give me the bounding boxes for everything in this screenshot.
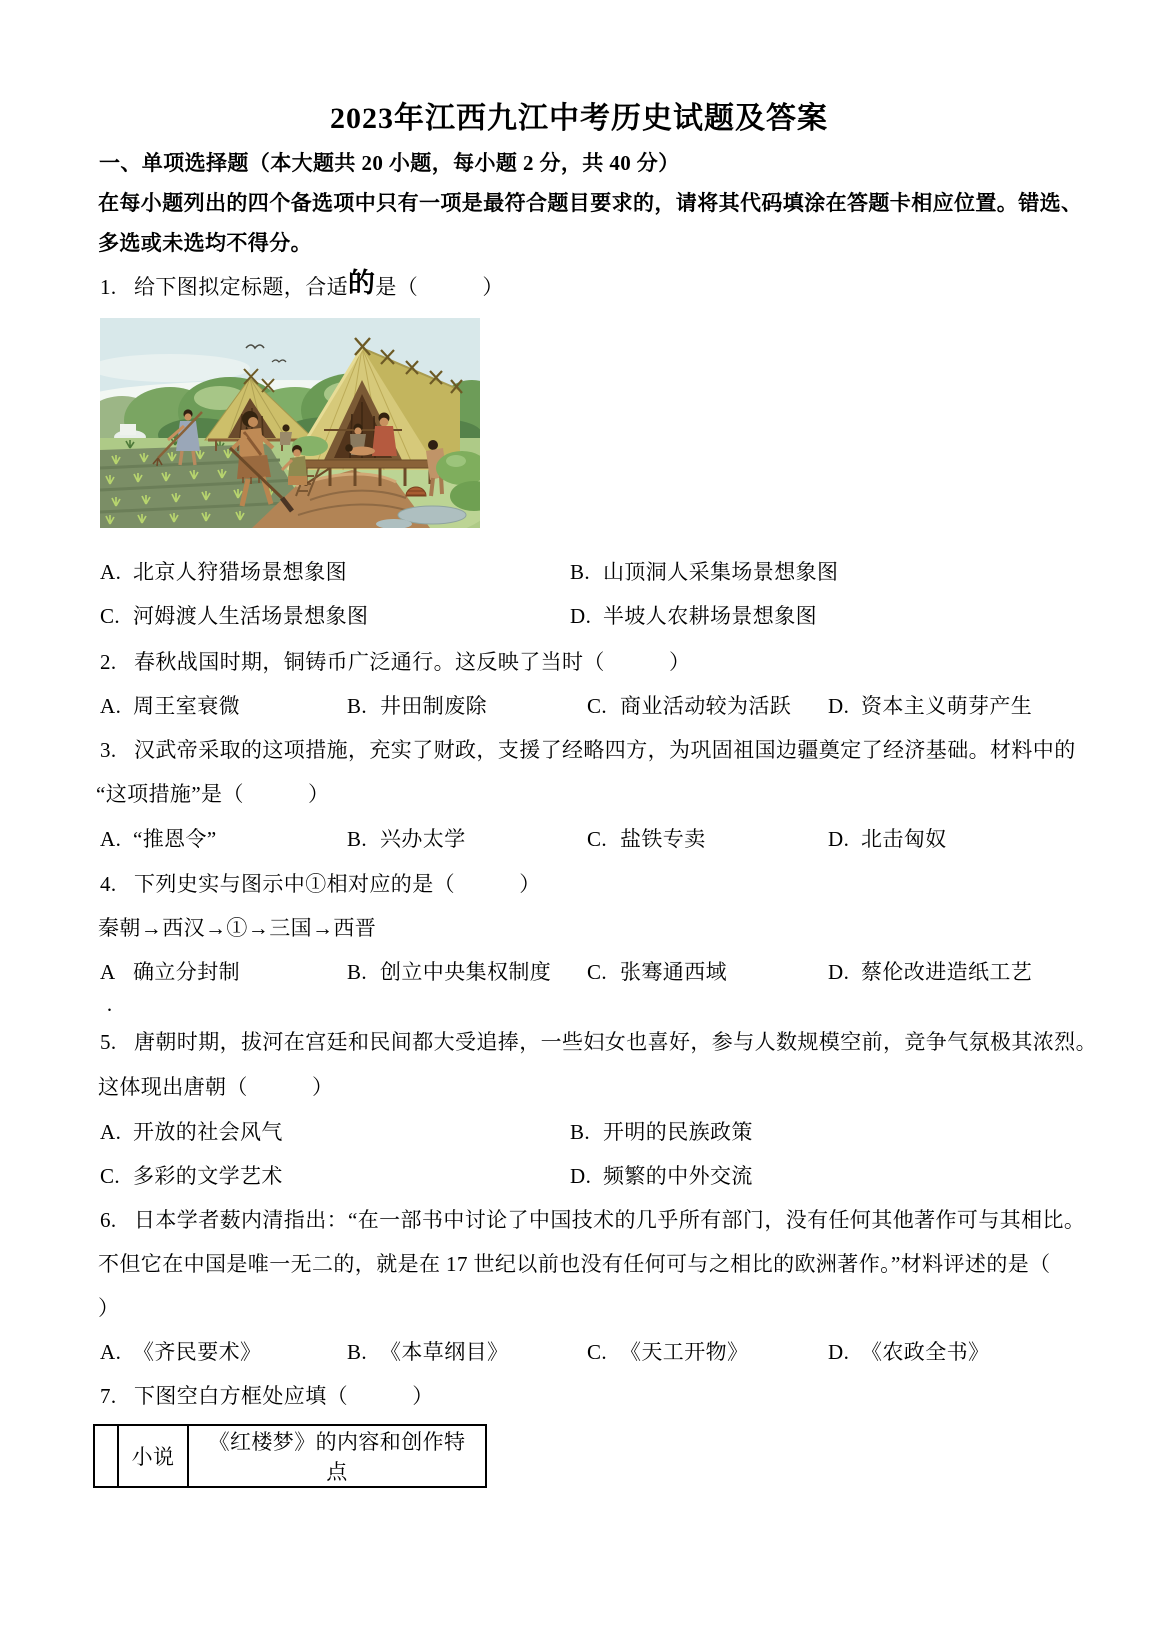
q5-option-b: B. 开明的民族政策: [570, 1120, 753, 1144]
q6-option-a: A. 《齐民要术》: [100, 1340, 262, 1364]
question-7-stem: 7. 下图空白方框处应填（ ）: [100, 1384, 434, 1408]
question-6-stem-line3: ）: [98, 1296, 120, 1320]
question-2-stem: 2. 春秋战国时期，铜铸币广泛通行。这反映了当时（ ）: [100, 650, 691, 674]
instructions-line-1: 在每小题列出的四个备选项中只有一项是最符合题目要求的，请将其代码填涂在答题卡相应位置。错选、: [98, 191, 1083, 215]
q7-table-row: [94, 1425, 486, 1487]
q5-option-d: D. 频繁的中外交流: [570, 1164, 753, 1188]
q5-option-c: C. 多彩的文学艺术: [100, 1164, 283, 1188]
q5-option-a: A. 开放的社会风气: [100, 1120, 283, 1144]
q7-table-description-cell: 《红楼梦》的内容和创作特点: [188, 1425, 486, 1487]
q6-option-d: D. 《农政全书》: [828, 1340, 990, 1364]
q2-option-d: D. 资本主义萌芽产生: [828, 694, 1033, 718]
q6-option-b: B. 《本草纲目》: [347, 1340, 509, 1364]
q4-option-c: C. 张骞通西域: [587, 960, 727, 984]
q4-sequence-diagram: 秦朝→西汉→①→三国→西晋: [98, 916, 377, 940]
question-4-stem: 4. 下列史实与图示中①相对应的是（ ）: [100, 872, 541, 896]
q3-option-c: C. 盐铁专卖: [587, 827, 706, 851]
question-1-illustration: [100, 318, 480, 528]
q1-option-c: C. 河姆渡人生活场景想象图: [100, 604, 369, 628]
question-3-stem-line2: “这项措施”是（ ）: [96, 782, 330, 806]
question-1-number: 1.: [100, 275, 117, 299]
question-3-stem-line1: 3. 汉武帝采取的这项措施，充实了财政，支援了经略四方，为巩固祖国边疆奠定了经济基础。材料中的: [100, 738, 1076, 762]
question-6-stem-line2: 不但它在中国是唯一无二的，就是在 17 世纪以前也没有任何可与之相比的欧洲著作。”材料评述的是（: [98, 1252, 1051, 1276]
question-1-stem: 1. 给下图拟定标题，合适的是（ ）: [100, 268, 504, 299]
question-5-stem-line2: 这体现出唐朝（ ）: [98, 1075, 334, 1099]
q4-option-d: D. 蔡伦改进造纸工艺: [828, 960, 1033, 984]
q4-option-a: A 确立分封制: [100, 960, 240, 984]
page-title: 2023年江西九江中考历史试题及答案: [330, 102, 828, 135]
question-1-emphasis: 的: [348, 268, 376, 298]
q4-option-b: B. 创立中央集权制度: [347, 960, 552, 984]
q7-table-blank-cell: [94, 1425, 118, 1487]
section-heading: 一、单项选择题（本大题共 20 小题，每小题 2 分，共 40 分）: [99, 151, 680, 175]
stray-dot: ·: [106, 998, 114, 1022]
q2-option-c: C. 商业活动较为活跃: [587, 694, 792, 718]
q6-option-c: C. 《天工开物》: [587, 1340, 749, 1364]
q2-option-b: B. 井田制废除: [347, 694, 487, 718]
question-5-stem-line1: 5. 唐朝时期，拔河在宫廷和民间都大受追捧，一些妇女也喜好，参与人数规模空前，竞争气氛极其浓烈。: [100, 1030, 1097, 1054]
q3-option-b: B. 兴办太学: [347, 827, 466, 851]
q1-option-b: B. 山顶洞人采集场景想象图: [570, 560, 839, 584]
question-6-stem-line1: 6. 日本学者薮内清指出：“在一部书中讨论了中国技术的几乎所有部门，没有任何其他著作可与其相比。: [100, 1208, 1086, 1232]
q3-option-a: A. “推恩令”: [100, 827, 217, 851]
q2-option-a: A. 周王室衰微: [100, 694, 240, 718]
q3-option-d: D. 北击匈奴: [828, 827, 947, 851]
q1-option-d: D. 半坡人农耕场景想象图: [570, 604, 817, 628]
q7-table-category-cell: 小说: [118, 1425, 188, 1487]
q7-table: [93, 1424, 487, 1488]
instructions-line-2: 多选或未选均不得分。: [98, 231, 312, 255]
q1-option-a: A. 北京人狩猎场景想象图: [100, 560, 347, 584]
